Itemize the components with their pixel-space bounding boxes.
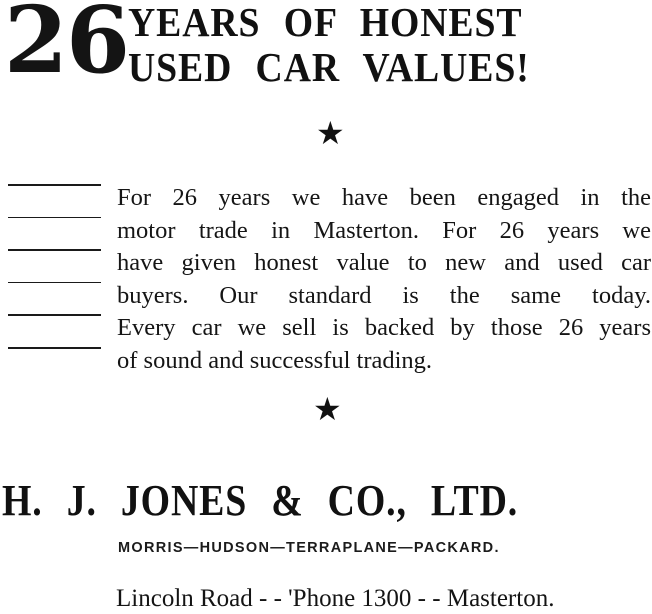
car-makes: MORRIS—HUDSON—TERRAPLANE—PACKARD. — [118, 540, 500, 556]
body-line: For 26 years we have been engaged in the — [117, 184, 651, 211]
body-line: Every car we sell is backed by those 26 years — [117, 314, 651, 341]
star-icon: ★ — [313, 390, 342, 428]
margin-rule — [8, 347, 101, 349]
margin-rule — [8, 314, 101, 316]
address-line: Lincoln Road - - 'Phone 1300 - - Masterton. — [116, 585, 555, 612]
body-paragraph — [117, 182, 652, 377]
margin-rule — [8, 282, 101, 284]
star-icon: ★ — [316, 114, 345, 152]
body-line: motor trade in Masterton. For 26 years we — [117, 216, 651, 244]
margin-rules — [8, 184, 104, 380]
headline-line-2: USED CAR VALUES! — [128, 44, 530, 90]
margin-rule — [8, 249, 101, 251]
margin-rule — [8, 217, 101, 219]
headline-line-1: YEARS OF HONEST — [128, 0, 523, 45]
body-line: buyers. Our standard is the same today. — [117, 281, 651, 309]
company-name: H. J. JONES & CO., LTD. — [2, 476, 519, 525]
body-line: have given honest value to new and used car — [117, 249, 651, 276]
body-line: of sound and successful trading. — [117, 346, 433, 374]
headline-number: 26 — [4, 0, 129, 94]
headline — [128, 0, 530, 90]
margin-rule — [8, 184, 101, 186]
